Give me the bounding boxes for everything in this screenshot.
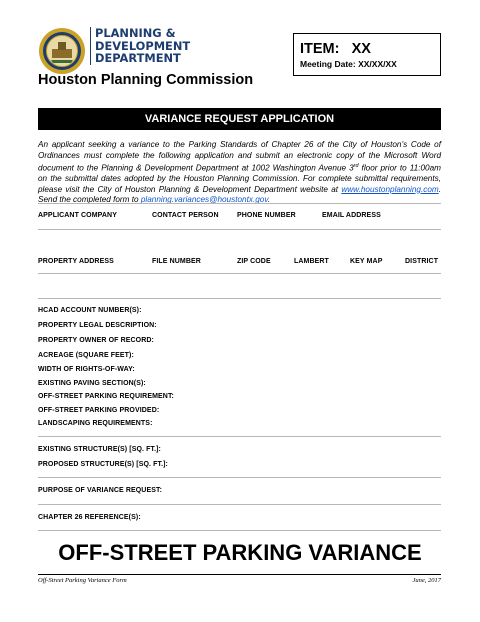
property-entry-line[interactable] xyxy=(38,273,441,274)
property-owner-label: PROPERTY OWNER OF RECORD: xyxy=(38,337,154,344)
zip-code-label: ZIP CODE xyxy=(237,258,271,265)
form-big-title: OFF-STREET PARKING VARIANCE xyxy=(58,540,422,565)
paving-section-label: EXISTING PAVING SECTION(S): xyxy=(38,380,146,387)
legal-description-label: PROPERTY LEGAL DESCRIPTION: xyxy=(38,322,157,329)
department-name xyxy=(90,27,190,65)
divider xyxy=(38,203,441,204)
applicant-company-label: APPLICANT COMPANY xyxy=(38,212,117,219)
intro-text-2: floor prior to 11:00am on the submittal dates adopted by the Houston Planning Commission. For complete submittal requirements, please visit the City of Houston Planning & Development Department website at xyxy=(38,163,441,194)
key-map-label: KEY MAP xyxy=(350,258,383,265)
district-label: DISTRICT xyxy=(405,258,439,265)
intro-text-3: . Send the completed form to xyxy=(38,184,441,205)
existing-structure-label: EXISTING STRUCTURE(S) [SQ. FT.]: xyxy=(38,446,161,453)
item-heading xyxy=(300,42,440,57)
dept-line-1: PLANNING & xyxy=(95,26,176,40)
item-label: ITEM: xyxy=(300,41,340,57)
email-address-label: EMAIL ADDRESS xyxy=(322,212,381,219)
intro-paragraph xyxy=(38,140,441,206)
intro-superscript: rd xyxy=(353,163,359,169)
intro-text-1: An applicant seeking a variance to the Parking Standards of Chapter 26 of the City of Houston’s Code of Ordinances must complete the following application and submit an electronic copy of the Microsoft Word document to the Planning & Development Department at 1002 Washington Avenue 3 xyxy=(38,140,441,173)
lambert-label: LAMBERT xyxy=(294,258,329,265)
email-link[interactable]: planning.variances@houstontx.gov xyxy=(140,195,268,205)
parking-requirement-label: OFF-STREET PARKING REQUIREMENT: xyxy=(38,393,174,400)
file-number-label: FILE NUMBER xyxy=(152,258,201,265)
chapter-reference-label: CHAPTER 26 REFERENCE(S): xyxy=(38,514,141,521)
landscaping-label: LANDSCAPING REQUIREMENTS: xyxy=(38,420,153,427)
divider xyxy=(38,530,441,531)
phone-number-label: PHONE NUMBER xyxy=(237,212,296,219)
footer-rule xyxy=(38,574,441,575)
divider xyxy=(38,298,441,299)
divider xyxy=(38,436,441,437)
purpose-label: PURPOSE OF VARIANCE REQUEST: xyxy=(38,487,163,494)
acreage-label: ACREAGE (SQUARE FEET): xyxy=(38,352,134,359)
rights-of-way-label: WIDTH OF RIGHTS-OF-WAY: xyxy=(38,366,135,373)
parking-provided-label: OFF-STREET PARKING PROVIDED: xyxy=(38,407,160,414)
property-address-label: PROPERTY ADDRESS xyxy=(38,258,114,265)
divider xyxy=(38,504,441,505)
footer-form-name: Off-Street Parking Variance Form xyxy=(38,577,127,584)
proposed-structure-label: PROPOSED STRUCTURE(S) [SQ. FT.]: xyxy=(38,461,168,468)
contact-person-label: CONTACT PERSON xyxy=(152,212,219,219)
item-box xyxy=(293,33,441,76)
website-link[interactable]: www.houstonplanning.com xyxy=(341,184,439,194)
applicant-entry-line[interactable] xyxy=(38,229,441,230)
dept-line-3: DEPARTMENT xyxy=(95,51,181,66)
meeting-date[interactable]: Meeting Date: XX/XX/XX xyxy=(300,59,397,69)
divider xyxy=(38,477,441,478)
commission-title: Houston Planning Commission xyxy=(38,72,254,88)
intro-text-4: . xyxy=(267,195,271,205)
form-title-bar: VARIANCE REQUEST APPLICATION xyxy=(38,108,441,130)
hcad-account-label: HCAD ACCOUNT NUMBER(S): xyxy=(38,307,142,314)
dept-line-2: DEVELOPMENT xyxy=(95,38,191,53)
city-seal-logo xyxy=(38,27,86,75)
footer-date: June, 2017 xyxy=(412,577,441,584)
item-value[interactable]: XX xyxy=(351,41,371,57)
